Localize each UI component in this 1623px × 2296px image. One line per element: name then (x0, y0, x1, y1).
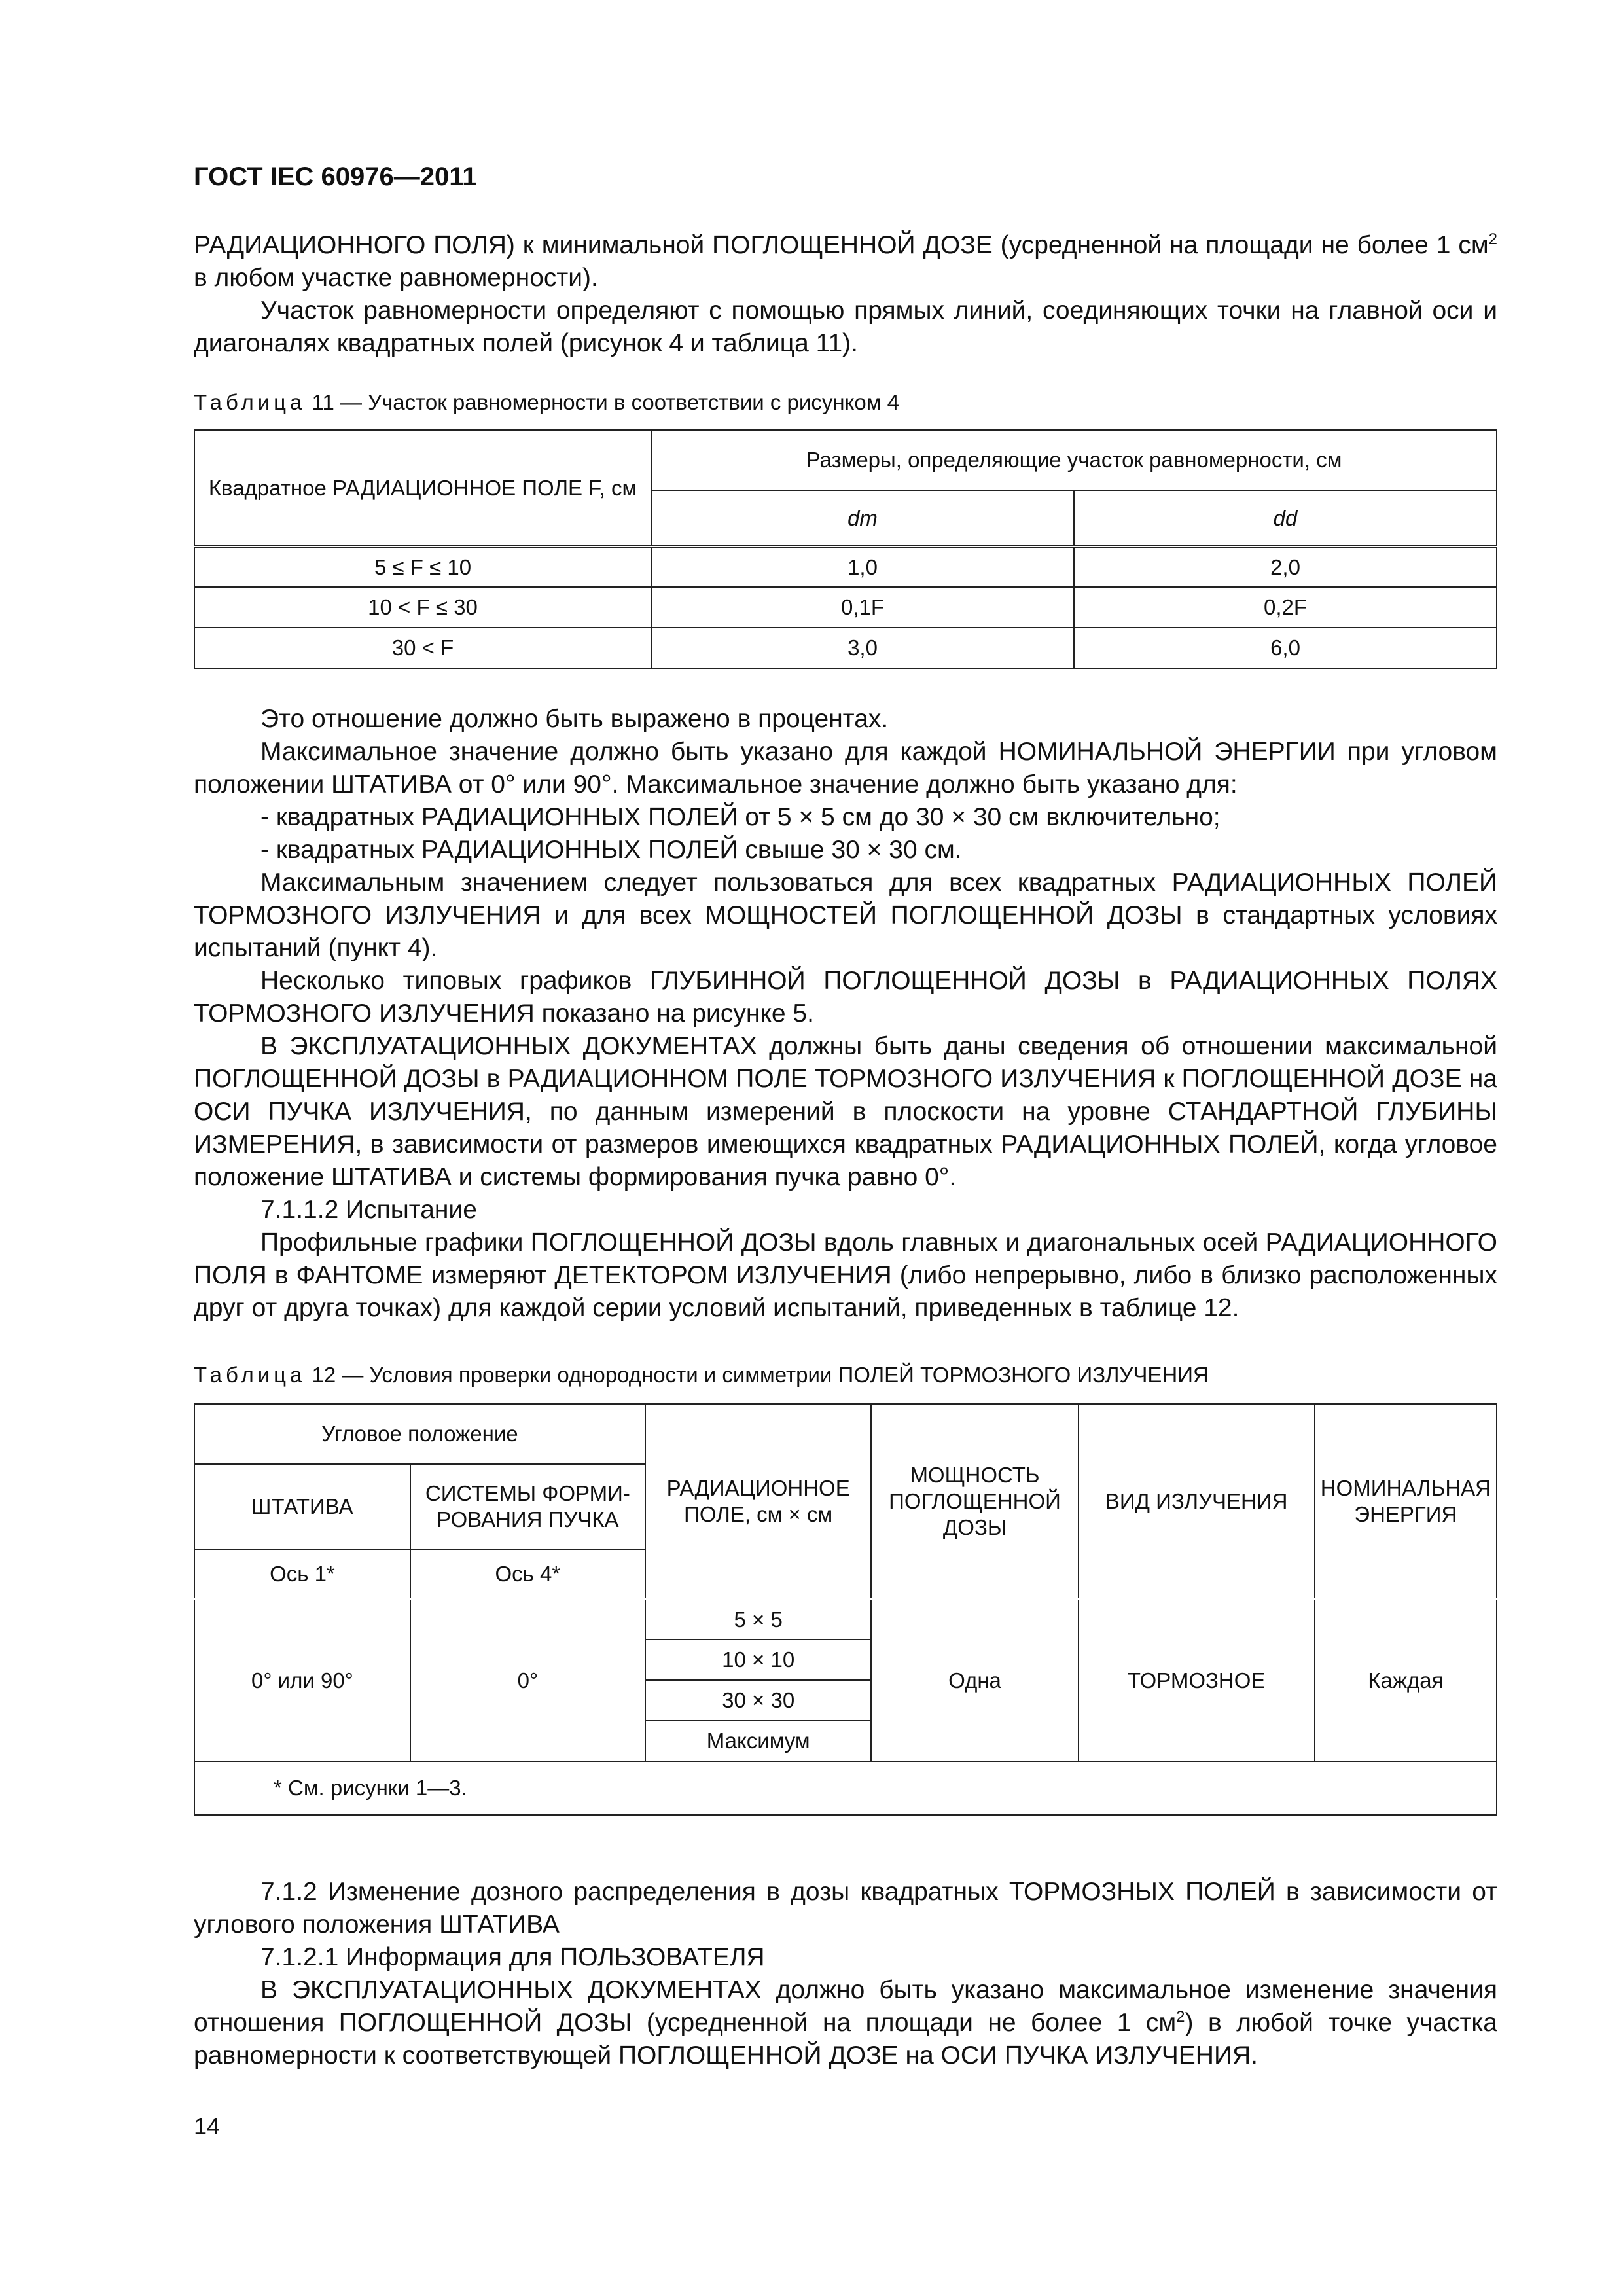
table-cell: 1,0 (651, 547, 1074, 587)
table-11 (194, 429, 1497, 669)
table-cell: 6,0 (1074, 628, 1497, 668)
table-12-field-header: РАДИАЦИОННОЕ ПОЛЕ, см × см (645, 1404, 872, 1599)
intro-paragraph-2: Участок равномерности определяют с помощью прямых линий, соединяющих точки на главной оси и диагоналях квадратных полей (рисунок 4 и таблица 11). (194, 296, 1497, 357)
table-11-group-header: Размеры, определяющие участок равномерности, см (651, 430, 1497, 490)
table-12 (194, 1403, 1497, 1816)
table-12-axis-4: Ось 4* (410, 1549, 645, 1599)
table-12-field-value: 30 × 30 (645, 1680, 872, 1721)
table-cell: 0,1F (651, 587, 1074, 628)
section-heading: 7.1.2 Изменение дозного распределения в дозы квадратных ТОРМОЗНЫХ ПОЛЕЙ в зависимости от углового положения ШТАТИВА (194, 1878, 1497, 1939)
table-12-energy-header: НОМИНАЛЬНАЯ ЭНЕРГИЯ (1315, 1404, 1497, 1599)
table-12-angular-header: Угловое положение (194, 1404, 645, 1464)
body-paragraph: Несколько типовых графиков ГЛУБИННОЙ ПОГЛОЩЕННОЙ ДОЗЫ в РАДИАЦИОННЫХ ПОЛЯХ ТОРМОЗНОГО ИЗЛУЧЕНИЯ показано на рисунке 5. (194, 967, 1497, 1028)
table-11-caption: Таблица 11 — Участок равномерности в соответствии с рисунком 4 (194, 390, 899, 414)
table-12-stand-value: 0° или 90° (194, 1599, 410, 1761)
table-12-axis-1: Ось 1* (194, 1549, 410, 1599)
section-text (194, 1876, 1497, 2072)
table-cell: 30 < F (194, 628, 651, 668)
table-11-col1-header: Квадратное РАДИАЦИОННОЕ ПОЛЕ F, см (194, 430, 651, 547)
subsection-heading: 7.1.1.2 Испытание (260, 1196, 477, 1224)
body-list-item: - квадратных РАДИАЦИОННЫХ ПОЛЕЙ свыше 30 × 30 см. (260, 836, 962, 864)
table-12-field-value: Максимум (645, 1721, 872, 1761)
intro-text (194, 229, 1497, 360)
table-cell: 2,0 (1074, 547, 1497, 587)
standard-code: ГОСТ IEC 60976—2011 (194, 162, 477, 191)
body-paragraph: Это отношение должно быть выражено в процентах. (260, 705, 889, 733)
body-paragraph: Максимальным значением следует пользоваться для всех квадратных РАДИАЦИОННЫХ ПОЛЕЙ ТОРМОЗНОГО ИЗЛУЧЕНИЯ и для всех МОЩНОСТЕЙ ПОГЛОЩЕННОЙ ДОЗЫ в стандартных условиях испытаний (пункт 4). (194, 869, 1497, 962)
body-text (194, 703, 1497, 1325)
table-12-beam-value: 0° (410, 1599, 645, 1761)
table-12-type-header: ВИД ИЗЛУЧЕНИЯ (1079, 1404, 1315, 1599)
table-cell: 5 ≤ F ≤ 10 (194, 547, 651, 587)
body-paragraph: Максимальное значение должно быть указано для каждой НОМИНАЛЬНОЙ ЭНЕРГИИ при угловом положении ШТАТИВА от 0° или 90°. Максимальное значение должно быть указано для: (194, 738, 1497, 798)
table-12-field-value: 10 × 10 (645, 1640, 872, 1680)
table-cell: 3,0 (651, 628, 1074, 668)
subsection-heading: 7.1.2.1 Информация для ПОЛЬЗОВАТЕЛЯ (260, 1943, 765, 1971)
table-12-footnote: * См. рисунки 1—3. (194, 1761, 1497, 1815)
table-cell: 0,2F (1074, 587, 1497, 628)
table-12-energy-value: Каждая (1315, 1599, 1497, 1761)
table-12-stand-header: ШТАТИВА (194, 1464, 410, 1549)
table-11-sub-dd: dd (1074, 490, 1497, 547)
body-paragraph: В ЭКСПЛУАТАЦИОННЫХ ДОКУМЕНТАХ должны быть даны сведения об отношении максимальной ПОГЛОЩЕННОЙ ДОЗЫ в РАДИАЦИОННОМ ПОЛЕ ТОРМОЗНОГО ИЗЛУЧЕНИЯ к ПОГЛОЩЕННОЙ ДОЗЕ на ОСИ ПУЧКА ИЗЛУЧЕНИЯ, по данным измерений в плоскости на уровне СТАНДАРТНОЙ ГЛУБИНЫ ИЗМЕРЕНИЯ, в зависимости от размеров имеющихся квадратных РАДИАЦИОННЫХ ПОЛЕЙ, когда угловое положение ШТАТИВА и системы формирования пучка равно 0°. (194, 1032, 1497, 1191)
section-paragraph: В ЭКСПЛУАТАЦИОННЫХ ДОКУМЕНТАХ должно быть указано максимальное изменение значения отношения ПОГЛОЩЕННОЙ ДОЗЫ (усредненной на площади не более 1 $см^2$) в любой точке участка равномерности к соответствующей ПОГЛОЩЕННОЙ ДОЗЕ на ОСИ ПУЧКА ИЗЛУЧЕНИЯ. (194, 1976, 1497, 2070)
table-12-field-value: 5 × 5 (645, 1599, 872, 1640)
intro-paragraph-1: РАДИАЦИОННОГО ПОЛЯ) к минимальной ПОГЛОЩЕННОЙ ДОЗЕ (усредненной на площади не более 1 $см^2$ в любом участке равномерности). (194, 230, 1497, 292)
table-11-sub-dm: dm (651, 490, 1074, 547)
body-list-item: - квадратных РАДИАЦИОННЫХ ПОЛЕЙ от 5 × 5 см до 30 × 30 см включительно; (260, 803, 1221, 831)
table-12-type-value: ТОРМОЗНОЕ (1079, 1599, 1315, 1761)
table-12-power-header: МОЩНОСТЬ ПОГЛОЩЕННОЙ ДОЗЫ (871, 1404, 1078, 1599)
table-cell: 10 < F ≤ 30 (194, 587, 651, 628)
table-12-caption: Таблица 12 — Условия проверки однородности и симметрии ПОЛЕЙ ТОРМОЗНОГО ИЗЛУЧЕНИЯ (194, 1363, 1209, 1387)
page-number: 14 (194, 2113, 221, 2140)
table-12-beam-header: СИСТЕМЫ ФОРМИ-РОВАНИЯ ПУЧКА (410, 1464, 645, 1549)
table-12-power-value: Одна (871, 1599, 1078, 1761)
body-paragraph: Профильные графики ПОГЛОЩЕННОЙ ДОЗЫ вдоль главных и диагональных осей РАДИАЦИОННОГО ПОЛЯ в ФАНТОМЕ измеряют ДЕТЕКТОРОМ ИЗЛУЧЕНИЯ (либо непрерывно, либо в близко расположенных друг от друга точках) для каждой серии условий испытаний, приведенных в таблице 12. (194, 1229, 1497, 1322)
